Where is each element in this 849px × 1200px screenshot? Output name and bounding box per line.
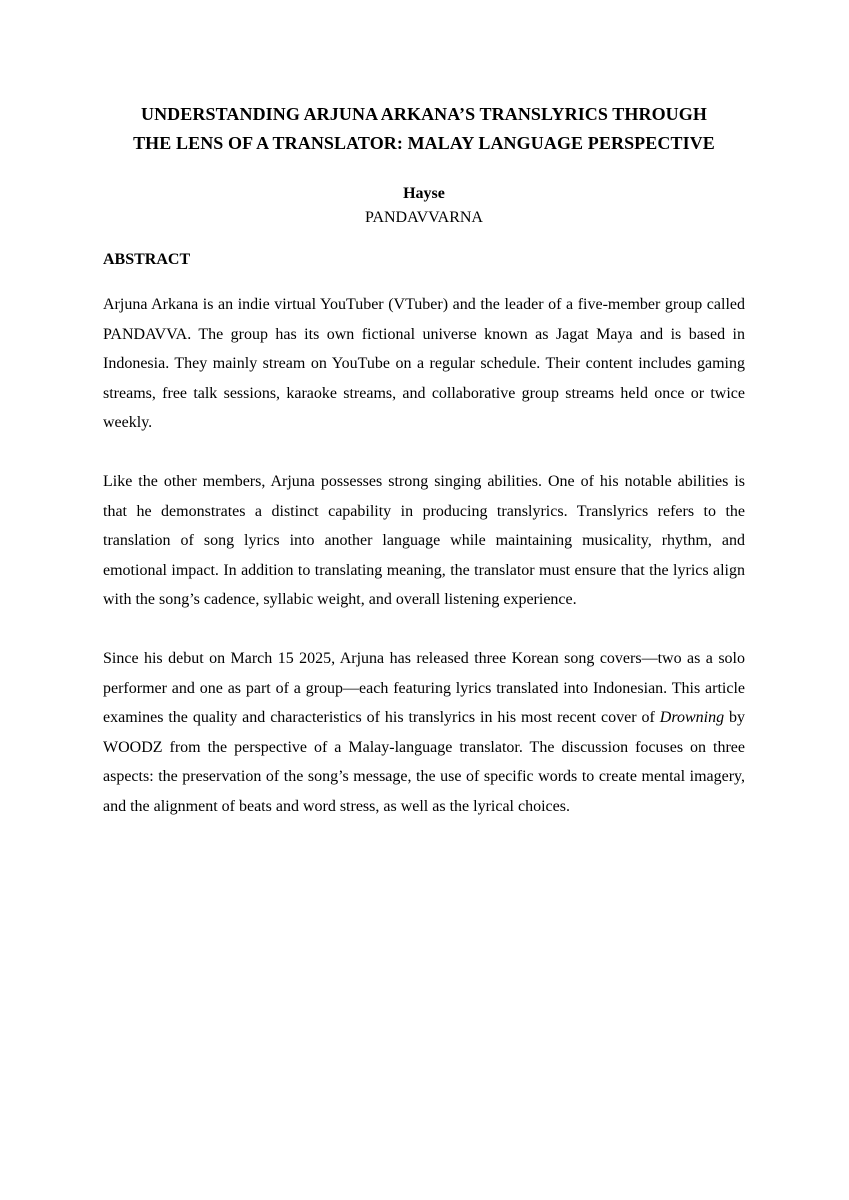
abstract-paragraph-2: Like the other members, Arjuna possesses strong singing abilities. One of his notable abilities is that he demonstrates a distinct capability in producing translyrics. Translyrics refers to the translation of song lyrics into another language while maintaining musicality, rhythm, and emotional impact. In addition to translating meaning, the translator must ensure that the lyrics align with the song’s cadence, syllabic weight, and overall listening experience. — [103, 473, 745, 608]
title-line-1: UNDERSTANDING ARJUNA ARKANA’S TRANSLYRICS THROUGH — [140, 104, 707, 124]
author-name: Hayse — [403, 185, 445, 202]
song-title-italic: Drowning — [659, 709, 725, 726]
paragraph-3-text-end: by WOODZ from the perspective of a Malay-language translator. The discussion focuses on three aspects: the preservation of the song’s message, the use of specific words to create mental imagery, and the alignment of beats and word stress, as well as the lyrical choices. — [103, 709, 746, 815]
author-block — [103, 182, 745, 230]
author-affiliation: PANDAVVARNA — [365, 209, 483, 226]
abstract-paragraph-1: Arjuna Arkana is an indie virtual YouTuber (VTuber) and the leader of a five-member group called PANDAVVA. The group has its own fictional universe known as Jagat Maya and is based in Indonesia. They mainly stream on YouTube on a regular schedule. Their content includes gaming streams, free talk sessions, karaoke streams, and collaborative group streams held once or twice weekly. — [103, 296, 745, 431]
document-title — [83, 100, 765, 158]
abstract-heading: ABSTRACT — [103, 251, 191, 268]
paragraph-3-text-start: Since his debut on March 15 2025, Arjuna has released three Korean song covers—two as a solo performer and one as part of a group—each featuring lyrics translated into Indonesian. This article examines the quality and characteristics of his translyrics in his most recent cover of — [103, 650, 745, 726]
abstract-body — [103, 290, 745, 821]
abstract-paragraph-3 — [103, 644, 745, 821]
title-line-2: THE LENS OF A TRANSLATOR: MALAY LANGUAGE PERSPECTIVE — [133, 133, 715, 153]
